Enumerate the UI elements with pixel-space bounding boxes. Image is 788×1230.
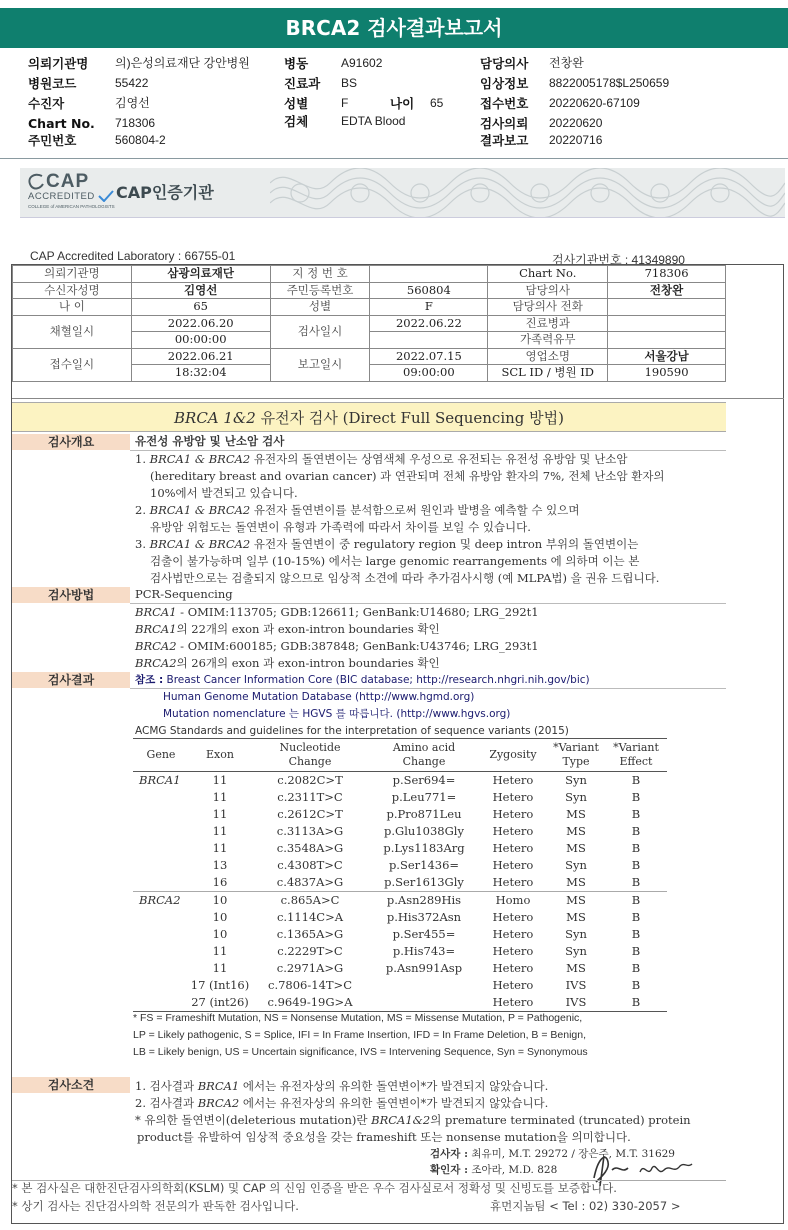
variant-cell: c.3113A>G (276, 824, 344, 838)
header-value: 의)은성의료재단 강안병원 (115, 56, 250, 70)
variant-cell: c.3548A>G (276, 841, 344, 855)
variant-cell: p.Asn991Asp (385, 961, 463, 975)
variant-cell: Hetero (492, 824, 534, 838)
variant-cell: 11 (212, 961, 228, 975)
overview-line (135, 451, 628, 468)
check-icon (98, 190, 114, 202)
info-value: 2022.07.15 (370, 348, 488, 365)
variant-cell: 11 (212, 807, 228, 821)
variant-cell: MS (566, 841, 586, 855)
examiner-label: 검사자 : (430, 1148, 468, 1160)
variant-cell: MS (566, 961, 586, 975)
variant-column-header: *Variant Effect (605, 739, 667, 772)
header-value: 김영선 (115, 96, 150, 110)
test-title-band (12, 402, 726, 432)
header-value: F (341, 96, 349, 110)
header-value: 65 (430, 96, 444, 110)
info-label: 접수일시 (13, 348, 132, 381)
variant-cell: c.1365A>G (276, 927, 344, 941)
info-value: 65 (131, 299, 270, 316)
header-label: Chart No. (28, 116, 95, 131)
variant-column-header: Amino acid Change (369, 739, 479, 772)
variant-header-row (133, 739, 667, 772)
info-label: 나 이 (13, 299, 132, 316)
info-value: 190590 (608, 365, 726, 382)
opinion-gene: BRCA2 (197, 1096, 240, 1110)
institution-number: 검사기관번호 : 41349890 (552, 253, 685, 267)
header-label: 수진자 (28, 96, 65, 111)
variant-cell: Hetero (492, 841, 534, 855)
opinion-text: 2. 검사결과 (135, 1096, 198, 1110)
variant-cell: B (631, 858, 641, 872)
legend-line: LP = Likely pathogenic, S = Splice, IFI = In Frame Insertion, IFD = In Frame Deletion, B = Benign, (133, 1029, 586, 1041)
variant-cell: Syn (565, 858, 587, 872)
overview-text: 2. (135, 503, 150, 517)
table-row (13, 348, 726, 365)
team-contact: 휴먼지놈팀 < Tel : 02) 330-2057 > (490, 1199, 681, 1213)
variant-cell (133, 960, 189, 977)
cap-banner (20, 168, 785, 218)
overview-line (135, 502, 579, 519)
variant-cell: B (631, 841, 641, 855)
variant-cell: B (631, 961, 641, 975)
variant-row (133, 789, 667, 806)
header-label: 진료과 (284, 76, 321, 91)
opinion-line (135, 1095, 548, 1112)
variant-cell (133, 823, 189, 840)
variant-cell: IVS (565, 978, 587, 992)
variant-cell: 16 (212, 875, 228, 889)
variant-cell: Homo (479, 892, 547, 910)
header-label: 접수번호 (480, 96, 529, 111)
info-label: 지 정 번 호 (270, 266, 370, 283)
info-value: 09:00:00 (370, 365, 488, 382)
info-value (608, 299, 726, 316)
variant-cell: B (631, 824, 641, 838)
header-label: 검체 (284, 114, 309, 129)
test-title-text: 유전자 검사 (Direct Full Sequencing 방법) (255, 409, 564, 427)
info-value: 서울강남 (608, 348, 726, 365)
variant-cell: p.Ser1613Gly (384, 875, 464, 889)
opinion-text: 에서는 유전자상의 유의한 돌연변이*가 발견되지 않았습니다. (239, 1096, 549, 1110)
variant-cell: c.2971A>G (276, 961, 344, 975)
variant-cell: Syn (565, 773, 587, 787)
variant-cell: Hetero (492, 875, 534, 889)
header-value: 20220620-67109 (549, 96, 640, 110)
method-line (135, 655, 440, 672)
variant-row (133, 977, 667, 994)
header-value: 8822005178$L250659 (549, 76, 670, 90)
variant-cell: c.2229T>C (277, 944, 343, 958)
info-label: 보고일시 (270, 348, 370, 381)
variant-cell (133, 926, 189, 943)
variant-cell: Hetero (492, 790, 534, 804)
variant-cell (133, 977, 189, 994)
variant-row (133, 960, 667, 977)
table-row (13, 282, 726, 299)
variant-cell: Hetero (492, 944, 534, 958)
method-text: 의 26개의 exon 과 exon-intron boundaries 확인 (176, 656, 440, 670)
header-value: 전창완 (549, 56, 584, 70)
verifier-name: 조아라, M.D. 828 (471, 1164, 558, 1176)
variant-column-header: *Variant Type (547, 739, 605, 772)
variant-cell: 11 (212, 944, 228, 958)
info-label: 주민등록번호 (270, 282, 370, 299)
variant-cell: MS (547, 892, 605, 910)
variant-cell (133, 909, 189, 926)
variant-cell: Hetero (492, 807, 534, 821)
variant-cell: p.Glu1038Gly (384, 824, 464, 838)
variant-table (133, 738, 667, 1012)
variant-cell: B (605, 892, 667, 910)
variant-cell: 10 (212, 910, 228, 924)
info-value: 삼광의료재단 (131, 266, 270, 283)
header-value: 20220620 (549, 116, 603, 130)
variant-cell: 11 (212, 824, 228, 838)
variant-cell: Hetero (492, 927, 534, 941)
variant-cell: B (631, 944, 641, 958)
info-value (370, 332, 488, 349)
method-text: 의 22개의 exon 과 exon-intron boundaries 확인 (176, 622, 440, 636)
method-text: - OMIM:600185; GDB:387848; GenBank:U43746; LRG_293t1 (176, 639, 539, 653)
cap-lab-number: CAP Accredited Laboratory : 66755-01 (30, 249, 236, 263)
info-label: 진료병과 (488, 315, 608, 332)
variant-cell: c.4837A>G (276, 875, 344, 889)
opinion-gene: BRCA1 (197, 1079, 240, 1093)
method-line (135, 621, 440, 638)
variant-cell: c.7806-14T>C (268, 978, 352, 992)
variant-cell: c.9649-19G>A (251, 994, 369, 1012)
info-label: Chart No. (488, 266, 608, 283)
info-value: 2022.06.22 (370, 315, 488, 332)
overview-gene: BRCA1 & BRCA2 (149, 503, 251, 517)
variant-column-header: Zygosity (479, 739, 547, 772)
overview-line: 검사법만으로는 검출되지 않으므로 임상적 소견에 따라 추가검사시행 (예 MLPA법) 을 권유 드립니다. (150, 571, 660, 585)
variant-column-header: Gene (133, 739, 189, 772)
variant-cell: p.Ser455= (392, 927, 456, 941)
overview-line (135, 536, 638, 553)
variant-cell: MS (566, 875, 586, 889)
variant-row (133, 840, 667, 857)
legend-line: * FS = Frameshift Mutation, NS = Nonsense Mutation, MS = Missense Mutation, P = Pathogenic, (133, 1012, 583, 1024)
verifier-label: 확인자 : (430, 1164, 468, 1176)
variant-cell: BRCA1 (139, 773, 181, 787)
variant-cell: 17 (Int16) (190, 978, 250, 992)
table-row (13, 315, 726, 332)
header-value: 20220716 (549, 133, 603, 147)
info-label: 검사일시 (270, 315, 370, 348)
info-value: 전창완 (608, 282, 726, 299)
cap-college-text: COLLEGE of AMERICAN PATHOLOGISTS (28, 204, 115, 209)
info-label: 담당의사 (488, 282, 608, 299)
info-label: SCL ID / 병원 ID (488, 365, 608, 382)
reference-line: Human Genome Mutation Database (http://www.hgmd.org) (163, 691, 475, 703)
test-title-italic: BRCA 1&2 (174, 409, 256, 427)
info-value (370, 266, 488, 283)
variant-cell: p.His372Asn (386, 910, 462, 924)
section-label-method: 검사방법 (12, 587, 130, 603)
cap-swirl-icon (26, 172, 46, 192)
opinion-text: 에서는 유전자상의 유의한 돌연변이*가 발견되지 않았습니다. (239, 1079, 549, 1093)
variant-cell: c.2082C>T (277, 773, 343, 787)
variant-cell: Hetero (479, 994, 547, 1012)
reference-line (135, 672, 590, 689)
info-value: 2022.06.21 (131, 348, 270, 365)
opinion-line (135, 1112, 691, 1129)
variant-cell: B (631, 773, 641, 787)
overview-text: 유전자의 돌연변이는 상염색체 우성으로 유전되는 유전성 유방암 및 난소암 (250, 452, 628, 466)
header-value: 55422 (115, 76, 149, 90)
header-divider (0, 158, 788, 159)
overview-line: 10%에서 발견되고 있습니다. (150, 486, 298, 500)
header-label: 검사의뢰 (480, 116, 529, 131)
info-value: 김영선 (131, 282, 270, 299)
variant-row (133, 874, 667, 892)
variant-cell: B (631, 790, 641, 804)
variant-cell: c.2612C>T (277, 807, 343, 821)
cap-accredited-text: ACCREDITED (28, 191, 95, 202)
variant-cell: Hetero (492, 961, 534, 975)
variant-cell: p.Lys1183Arg (383, 841, 465, 855)
variant-row (133, 806, 667, 823)
variant-cell: MS (566, 910, 586, 924)
variant-cell: 11 (212, 790, 228, 804)
variant-cell: 11 (212, 841, 228, 855)
opinion-line: product를 유발하여 임상적 중요성을 갖는 frameshift 또는 nonsense mutation을 의미합니다. (137, 1130, 631, 1144)
variant-row (133, 994, 667, 1012)
cap-title: CAP인증기관 (116, 183, 214, 202)
variant-cell: Hetero (492, 978, 534, 992)
variant-cell (133, 943, 189, 960)
info-label: 성별 (270, 299, 370, 316)
variant-cell: c.2311T>C (277, 790, 343, 804)
variant-row (133, 892, 667, 910)
method-text: - OMIM:113705; GDB:126611; GenBank:U14680; LRG_292t1 (176, 605, 539, 619)
opinion-gene: BRCA1&2 (371, 1113, 431, 1127)
table-row (13, 266, 726, 283)
info-label: 담당의사 전화 (488, 299, 608, 316)
section-label-result: 검사결과 (12, 672, 130, 688)
method-line (135, 604, 539, 621)
variant-cell: BRCA2 (133, 892, 189, 910)
variant-cell (133, 840, 189, 857)
variant-cell: 11 (212, 773, 228, 787)
reference-label: 참조 : (135, 674, 164, 686)
variant-cell: B (631, 875, 641, 889)
info-value: F (370, 299, 488, 316)
spacer-row (12, 384, 784, 399)
header-label: 병동 (284, 56, 309, 71)
variant-row (133, 772, 667, 790)
info-label: 채혈일시 (13, 315, 132, 348)
variant-cell: p.Asn289His (369, 892, 479, 910)
header-label: 임상정보 (480, 76, 529, 91)
info-value (608, 315, 726, 332)
reference-text: Breast Cancer Information Core (BIC database; http://research.nhgri.nih.gov/bic) (166, 674, 590, 686)
variant-column-header: Nucleotide Change (251, 739, 369, 772)
patient-header (0, 56, 788, 152)
variant-cell: MS (566, 807, 586, 821)
overview-gene: BRCA1 & BRCA2 (149, 537, 251, 551)
variant-cell (133, 994, 189, 1012)
variant-cell: B (631, 927, 641, 941)
variant-cell: c.1114C>A (276, 910, 344, 924)
variant-column-header: Exon (189, 739, 251, 772)
header-label: 성별 (284, 96, 309, 111)
variant-cell: c.865A>C (251, 892, 369, 910)
header-label: 주민번호 (28, 133, 77, 148)
opinion-line (135, 1078, 548, 1095)
overview-text: 유전자 돌연변이 중 regulatory region 및 deep intron 부위의 돌연변이는 (250, 537, 639, 551)
variant-row (133, 823, 667, 840)
method-gene: BRCA1 (135, 605, 177, 619)
table-row (13, 299, 726, 316)
opinion-text: 의 premature terminated (truncated) protein (430, 1113, 691, 1127)
overview-line: 유방암 위험도는 돌연변이 유형과 가족력에 따라서 차이를 보일 수 있습니다. (150, 520, 531, 534)
report-title: BRCA2 검사결과보고서 (0, 8, 788, 48)
wave-pattern-decoration (270, 168, 785, 218)
variant-row (133, 857, 667, 874)
cap-logo-text: CAP (46, 171, 90, 192)
reference-line: ACMG Standards and guidelines for the interpretation of sequence variants (2015) (135, 725, 569, 737)
variant-cell: p.Ser1436= (388, 858, 460, 872)
variant-cell: MS (566, 824, 586, 838)
info-value: 2022.06.20 (131, 315, 270, 332)
info-label: 수신자성명 (13, 282, 132, 299)
opinion-text: 1. 검사결과 (135, 1079, 198, 1093)
overview-gene: BRCA1 & BRCA2 (149, 452, 251, 466)
variant-cell (369, 994, 479, 1012)
info-value (608, 332, 726, 349)
variant-cell: c.4308T>C (277, 858, 343, 872)
overview-text: 1. (135, 452, 150, 466)
info-label: 영업소명 (488, 348, 608, 365)
variant-cell (133, 806, 189, 823)
header-value: 718306 (115, 116, 156, 130)
variant-cell (133, 857, 189, 874)
method-gene: BRCA2 (135, 656, 177, 670)
overview-text: 유전자 돌연변이를 분석함으로써 원인과 발병을 예측할 수 있으며 (250, 503, 580, 517)
overview-heading: 유전성 유방암 및 난소암 검사 (135, 434, 285, 448)
variant-cell: IVS (547, 994, 605, 1012)
method-line (135, 638, 539, 655)
cap-logo (26, 171, 115, 215)
variant-cell: p.Leu771= (391, 790, 457, 804)
variant-cell: B (631, 978, 641, 992)
variant-cell: 10 (189, 892, 251, 910)
variant-cell: p.Pro871Leu (386, 807, 462, 821)
header-label: 결과보고 (480, 133, 529, 148)
variant-cell: p.Ser694= (392, 773, 456, 787)
variant-cell: 10 (212, 927, 228, 941)
variant-cell (133, 789, 189, 806)
method-gene: BRCA2 (135, 639, 177, 653)
header-label: 병원코드 (28, 76, 77, 91)
footer-note: * 본 검사실은 대한진단검사의학회(KSLM) 및 CAP 의 신임 인증을 받은 우수 검사실로서 정확성 및 신빙도를 보증합니다. (12, 1181, 617, 1195)
info-label: 가족력유무 (488, 332, 608, 349)
section-label-opinion: 검사소견 (12, 1077, 130, 1093)
variant-row (133, 943, 667, 960)
verifier-line (430, 1162, 557, 1179)
info-value: 560804 (370, 282, 488, 299)
info-value: 18:32:04 (131, 365, 270, 382)
variant-cell: 27 (int26) (189, 994, 251, 1012)
reference-line: Mutation nomenclature 는 HGVS 를 따릅니다. (http://www.hgvs.org) (163, 708, 511, 720)
variant-cell: Hetero (492, 773, 534, 787)
overview-line: 검출이 불가능하며 일부 (10-15%) 에서는 large genomic rearrangements 에 의하며 이는 본 (150, 554, 640, 568)
variant-cell (133, 874, 189, 892)
variant-cell: Syn (565, 944, 587, 958)
info-value: 718306 (608, 266, 726, 283)
header-value: EDTA Blood (341, 114, 406, 128)
variant-cell: B (631, 807, 641, 821)
variant-cell: B (631, 910, 641, 924)
variant-cell (369, 977, 479, 994)
footer-note: * 상기 검사는 진단검사의학 전문의가 판독한 검사입니다. (12, 1199, 299, 1213)
method-line: PCR-Sequencing (135, 587, 233, 601)
method-gene: BRCA1 (135, 622, 177, 636)
variant-cell: Syn (565, 927, 587, 941)
overview-line: (hereditary breast and ovarian cancer) 과 연관되며 전체 유방암 환자의 7%, 전체 난소암 환자의 (150, 469, 665, 483)
header-value: A91602 (341, 56, 383, 70)
header-label: 의뢰기관명 (28, 56, 89, 71)
variant-cell: B (605, 994, 667, 1012)
variant-cell: 13 (212, 858, 228, 872)
patient-info-table (12, 265, 726, 382)
info-value: 00:00:00 (131, 332, 270, 349)
overview-text: 3. (135, 537, 150, 551)
legend-line: LB = Likely benign, US = Uncertain significance, IVS = Intervening Sequence, Syn = Synonymous (133, 1046, 588, 1058)
examiner-names: 최유미, M.T. 29272 / 장은주, M.T. 31629 (471, 1148, 675, 1160)
info-label: 의뢰기관명 (13, 266, 132, 283)
header-value: BS (341, 76, 358, 90)
variant-cell: p.His743= (392, 944, 456, 958)
variant-cell: Syn (565, 790, 587, 804)
variant-cell: Hetero (492, 910, 534, 924)
header-label: 나이 (390, 96, 415, 111)
opinion-text: * 유의한 돌연변이(deleterious mutation)란 (135, 1113, 372, 1127)
section-label-overview: 검사개요 (12, 434, 130, 450)
header-label: 담당의사 (480, 56, 529, 71)
variant-row (133, 926, 667, 943)
header-value: 560804-2 (115, 133, 166, 147)
variant-cell: Hetero (492, 858, 534, 872)
variant-row (133, 909, 667, 926)
